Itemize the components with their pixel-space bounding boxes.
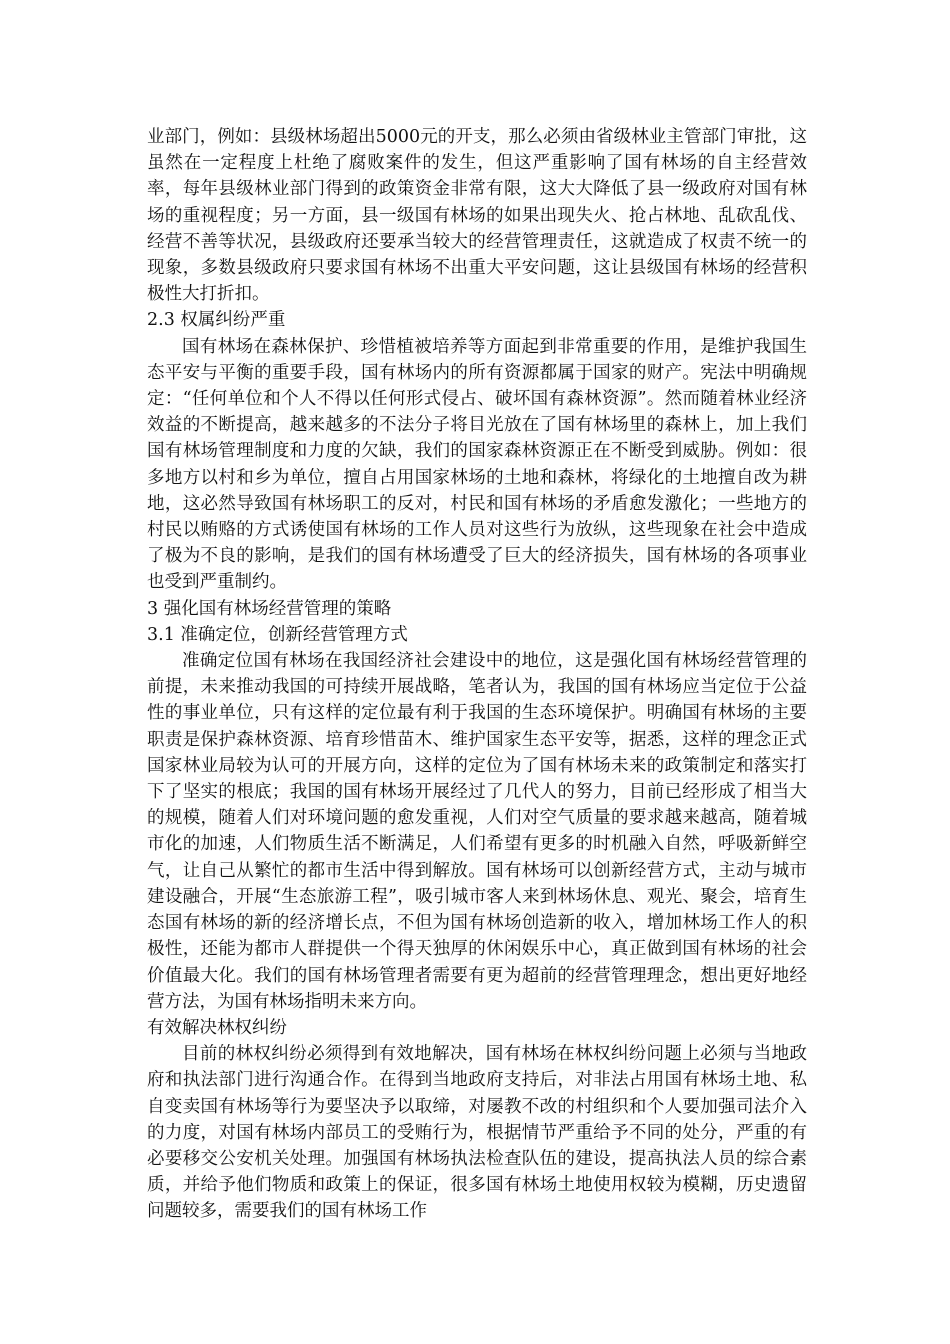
section-3-heading: 3 强化国有林场经营管理的策略 bbox=[147, 598, 392, 619]
section-effective-paragraph: 目前的林权纠纷必须得到有效地解决，国有林场在林权纠纷问题上必须与当地政府和执法部门进行沟通合作。在得到当地政府支持后，对非法占用国有林场土地、私自变卖国有林场等行为要坚决予以取缔，对屡教不改的村组织和个人要加强司法介入的力度，对国有林场内部员工的受贿行为，根据情节严重给予不同的处分，严重的有必要移交公安机关处理。加强国有林场执法检查队伍的建设，提高执法人员的综合素质，并给予他们物质和政策上的保证，很多国有林场土地使用权较为模糊，历史遗留问题较多，需要我们的国有林场工作 bbox=[147, 1044, 807, 1222]
section-effective-heading: 有效解决林权纠纷 bbox=[147, 1017, 287, 1038]
document-page bbox=[147, 124, 807, 1225]
section-2-3-paragraph: 国有林场在森林保护、珍惜植被培养等方面起到非常重要的作用，是维护我国生态平安与平衡的重要手段，国有林场内的所有资源都属于国家的财产。宪法中明确规定：“任何单位和个人不得以任何形式侵占、破坏国有森林资源”。然而随着林业经济效益的不断提高，越来越多的不法分子将目光放在了国有林场里的森林上，加上我们国有林场管理制度和力度的欠缺，我们的国家森林资源正在不断受到威胁。例如：很多地方以村和乡为单位，擅自占用国家林场的土地和森林，将绿化的土地擅自改为耕地，这必然导致国有林场职工的反对，村民和国有林场的矛盾愈发激化；一些地方的村民以贿赂的方式诱使国有林场的工作人员对这些行为放纵，这些现象在社会中造成了极为不良的影响，是我们的国有林场遭受了巨大的经济损失，国有林场的各项事业也受到严重制约。 bbox=[147, 336, 807, 593]
section-3-1-heading: 3.1 准确定位，创新经营管理方式 bbox=[147, 624, 408, 645]
section-3-1-paragraph: 准确定位国有林场在我国经济社会建设中的地位，这是强化国有林场经营管理的前提，未来推动我国的可持续开展战略，笔者认为，我国的国有林场应当定位于公益性的事业单位，只有这样的定位最有利于我国的生态环境保护。明确国有林场的主要职责是保护森林资源、培育珍惜苗木、维护国家生态平安等，据悉，这样的理念正式国家林业局较为认可的开展方向，这样的定位为了国有林场未来的政策制定和落实打下了坚实的根底；我国的国有林场开展经过了几代人的努力，目前已经形成了相当大的规模，随着人们对环境问题的愈发重视，人们对空气质量的要求越来越高，随着城市化的加速，人们物质生活不断满足，人们希望有更多的时机融入自然，呼吸新鲜空气，让自己从繁忙的都市生活中得到解放。国有林场可以创新经营方式，主动与城市建设融合，开展“生态旅游工程”，吸引城市客人来到林场休息、观光、聚会，培育生态国有林场的新的经济增长点，不但为国有林场创造新的收入，增加林场工作人的积极性，还能为都市人群提供一个得天独厚的休闲娱乐中心，真正做到国有林场的社会价值最大化。我们的国有林场管理者需要有更为超前的经营管理理念，想出更好地经营方法，为国有林场指明未来方向。 bbox=[147, 651, 807, 1012]
intro-paragraph: 业部门，例如：县级林场超出5000元的开支，那么必须由省级林业主管部门审批，这虽然在一定程度上杜绝了腐败案件的发生，但这严重影响了国有林场的自主经营效率，每年县级林业部门得到的政策资金非常有限，这大大降低了县一级政府对国有林场的重视程度；另一方面，县一级国有林场的如果出现失火、抢占林地、乱砍乱伐、经营不善等状况，县级政府还要承当较大的经营管理责任，这就造成了权责不统一的现象，多数县级政府只要求国有林场不出重大平安问题，这让县级国有林场的经营积极性大打折扣。 bbox=[147, 127, 807, 305]
section-2-3-heading: 2.3 权属纠纷严重 bbox=[147, 310, 286, 331]
